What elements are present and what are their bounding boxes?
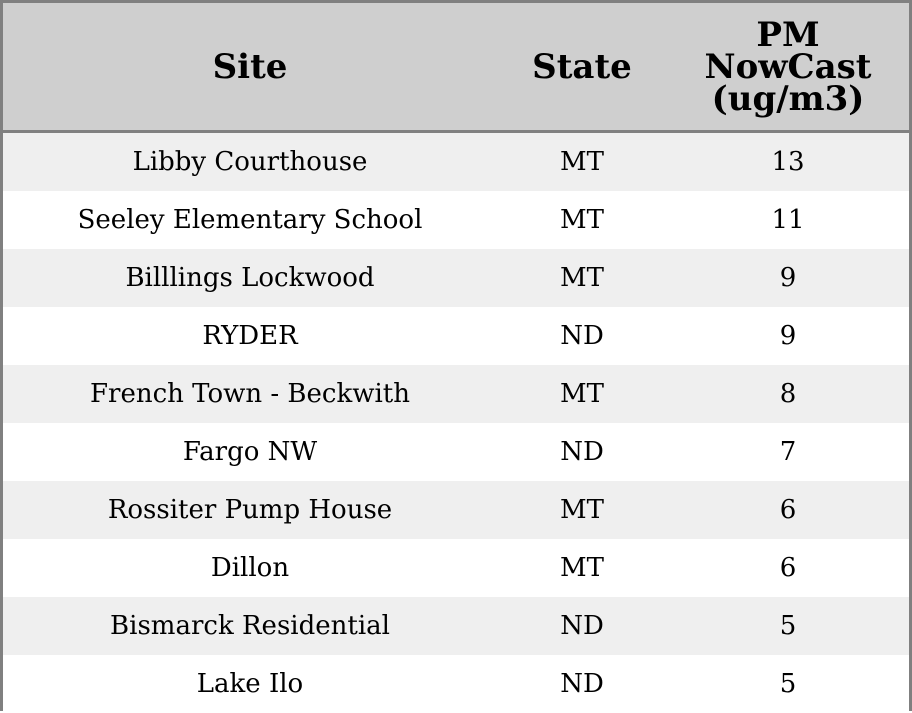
- cell-site: Fargo NW: [182, 437, 318, 467]
- header-value: [667, 3, 909, 130]
- cell-state: MT: [560, 379, 604, 409]
- cell-state: ND: [560, 611, 604, 641]
- cell-site: Billlings Lockwood: [125, 263, 375, 293]
- cell-value: 13: [771, 147, 805, 177]
- cell-state: ND: [560, 669, 604, 699]
- cell-state: ND: [560, 437, 604, 467]
- table-row: [3, 655, 909, 713]
- header-value-line-2: NowCast: [704, 46, 872, 87]
- cell-value: 7: [779, 437, 797, 467]
- table-row: [3, 481, 909, 539]
- cell-site: Dillon: [210, 553, 290, 583]
- cell-state: MT: [560, 495, 604, 525]
- cell-state: MT: [560, 147, 604, 177]
- cell-site: French Town - Beckwith: [89, 379, 411, 409]
- cell-site: Rossiter Pump House: [107, 495, 393, 525]
- cell-site: Lake Ilo: [196, 669, 304, 699]
- table-row: [3, 365, 909, 423]
- table-body: [3, 133, 909, 713]
- cell-value: 5: [779, 611, 797, 641]
- table-row: [3, 191, 909, 249]
- cell-site: Bismarck Residential: [110, 611, 390, 641]
- cell-site: RYDER: [202, 321, 298, 351]
- table-row: [3, 423, 909, 481]
- header-site: [3, 3, 497, 130]
- header-value-line-3: (ug/m3): [711, 78, 865, 119]
- cell-value: 5: [779, 669, 797, 699]
- table-row: [3, 249, 909, 307]
- cell-value: 11: [771, 205, 805, 235]
- table-row: [3, 597, 909, 655]
- cell-value: 9: [779, 321, 797, 351]
- table-row: [3, 307, 909, 365]
- table-row: [3, 133, 909, 191]
- table-header: [3, 3, 909, 133]
- cell-value: 8: [779, 379, 797, 409]
- cell-site: Seeley Elementary School: [77, 205, 423, 235]
- header-site-label: Site: [212, 46, 288, 87]
- cell-state: ND: [560, 321, 604, 351]
- cell-value: 9: [779, 263, 797, 293]
- cell-site: Libby Courthouse: [132, 147, 368, 177]
- table-row: [3, 539, 909, 597]
- cell-state: MT: [560, 263, 604, 293]
- cell-state: MT: [560, 205, 604, 235]
- header-value-line-1: PM: [756, 14, 820, 55]
- cell-value: 6: [779, 495, 797, 525]
- cell-state: MT: [560, 553, 604, 583]
- header-state: [497, 3, 667, 130]
- header-state-label: State: [532, 46, 632, 87]
- cell-value: 6: [779, 553, 797, 583]
